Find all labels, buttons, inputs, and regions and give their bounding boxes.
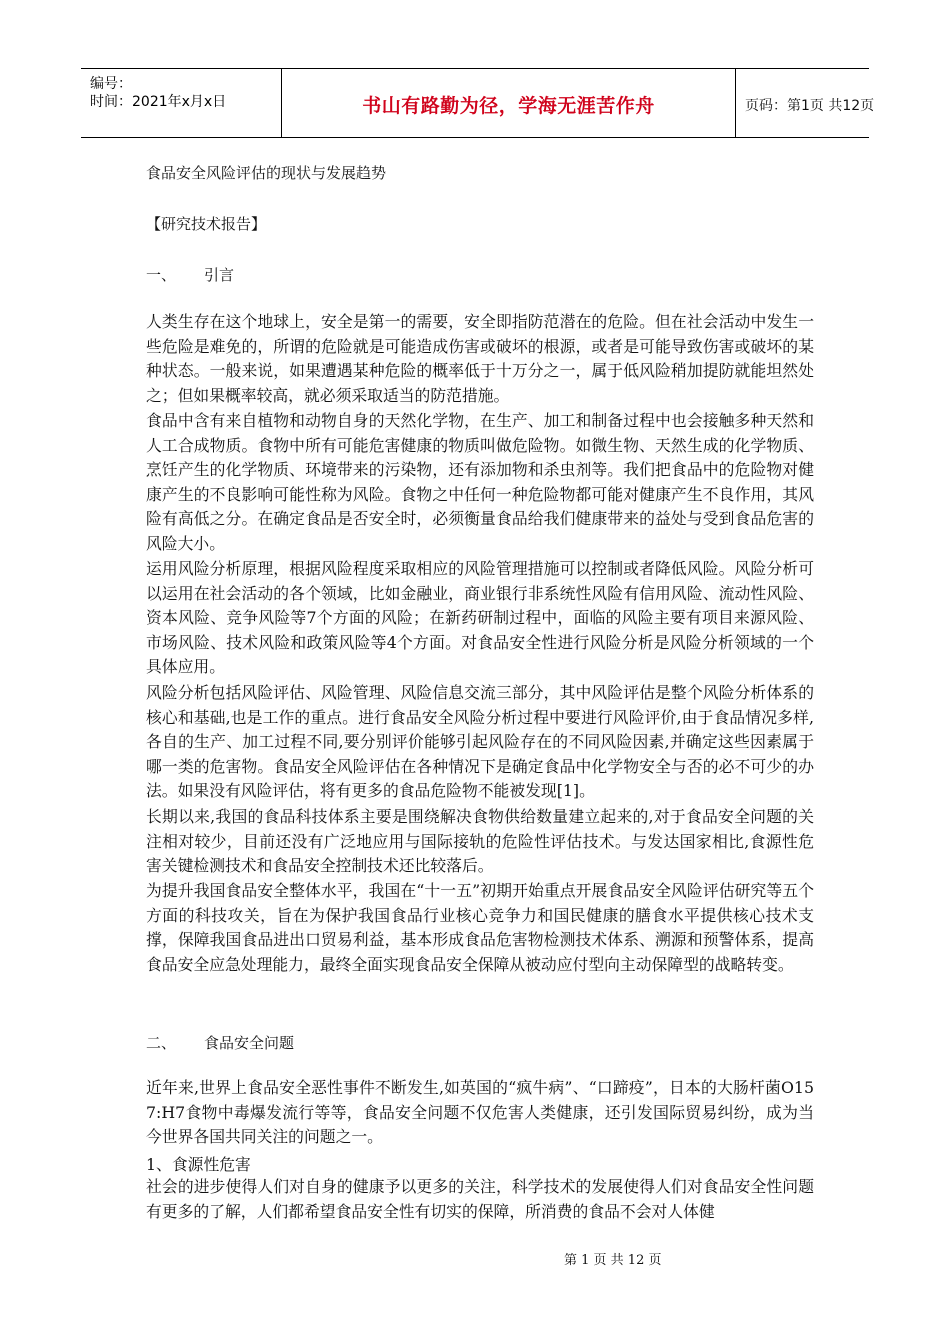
header-time-label: 时间：2021年x月x日	[90, 94, 227, 110]
header-page-cell	[735, 69, 875, 137]
paragraph-intro-5: 长期以来,我国的食品科技体系主要是围绕解决食物供给数量建立起来的,对于食品安全问题的关注相对较少，目前还没有广泛地应用与国际接轨的危险性评估技术。与发达国家相比,食源性危害关键检测技术和食品安全控制技术还比较落后。	[146, 807, 814, 876]
paragraph-intro-4: 风险分析包括风险评估、风险管理、风险信息交流三部分，其中风险评估是整个风险分析体系的核心和基础,也是工作的重点。进行食品安全风险分析过程中要进行风险评价,由于食品情况多样,各自的生产、加工过程不同,要分别评价能够引起风险存在的不同风险因素,并确定这些因素属于哪一类的危害物。食品安全风险评估在各种情况下是确定食品中化学物安全与否的必不可少的办法。如果没有风险评估，将有更多的食品危险物不能被发现[1]。	[146, 683, 814, 801]
section-2-title: 食品安全问题	[204, 1034, 295, 1052]
paragraph-foodborne-hazard: 社会的进步使得人们对自身的健康予以更多的关注，科学技术的发展使得人们对食品安全性问题有更多的了解，人们都希望食品安全性有切实的保障，所消费的食品不会对人体健	[146, 1177, 814, 1221]
paragraph-intro-6: 为提升我国食品安全整体水平，我国在“十一五”初期开始重点开展食品安全风险评估研究等五个方面的科技攻关，旨在为保护我国食品行业核心竞争力和国民健康的膳食水平提供核心技术支撑，保障我国食品进出口贸易利益，基本形成食品危害物检测技术体系、溯源和预警体系，提高食品安全应急处理能力，最终全面实现食品安全保障从被动应付型向主动保障型的战略转变。	[146, 881, 814, 974]
paragraph-intro-3: 运用风险分析原理，根据风险程度采取相应的风险管理措施可以控制或者降低风险。风险分析可以运用在社会活动的各个领域，比如金融业，商业银行非系统性风险有信用风险、流动性风险、资本风险、竞争风险等7个方面的风险；在新药研制过程中，面临的风险主要有项目来源风险、市场风险、技术风险和政策风险等4个方面。对食品安全性进行风险分析是风险分析领域的一个具体应用。	[146, 559, 814, 677]
header-page-label: 页码：第1页 共12页	[745, 98, 875, 114]
paragraph-intro-2: 食品中含有来自植物和动物自身的天然化学物，在生产、加工和制备过程中也会接触多种天然和人工合成物质。食物中所有可能危害健康的物质叫做危险物。如微生物、天然生成的化学物质、烹饪产生的化学物质、环境带来的污染物，还有添加物和杀虫剂等。我们把食品中的危险物对健康产生的不良影响可能性称为风险。食物之中任何一种危险物都可能对健康产生不良作用，其风险有高低之分。在确定食品是否安全时，必须衡量食品给我们健康带来的益处与受到食品危害的风险大小。	[146, 411, 814, 553]
header-motto-cell	[281, 69, 736, 137]
header-info-cell	[81, 69, 281, 137]
paragraph-food-safety: 近年来,世界上食品安全恶性事件不断发生,如英国的“疯牛病”、“口蹄疫”，日本的大肠杆菌O157:H7食物中毒爆发流行等等，食品安全问题不仅危害人类健康，还引发国际贸易纠纷，成为当今世界各国共同关注的问题之一。	[146, 1078, 814, 1147]
header-number-label: 编号：	[90, 76, 132, 92]
section-1-title: 引言	[204, 266, 235, 284]
paragraph-intro-1: 人类生存在这个地球上，安全是第一的需要，安全即指防范潜在的危险。但在社会活动中发生一些危险是难免的，所谓的危险就是可能造成伤害或破坏的根源，或者是可能导致伤害或破坏的某种状态。一般来说，如果遭遇某种危险的概率低于十万分之一，属于低风险稍加提防就能坦然处之；但如果概率较高，就必须采取适当的防范措施。	[146, 312, 814, 405]
header-motto: 书山有路勤为径，学海无涯苦作舟	[362, 95, 655, 117]
document-title: 食品安全风险评估的现状与发展趋势	[146, 164, 387, 182]
section-2-number: 二、	[146, 1034, 177, 1052]
page-header	[81, 68, 875, 138]
subsection-1-title: 1、食源性危害	[146, 1155, 251, 1174]
section-1-number: 一、	[146, 266, 177, 284]
document-category: 【研究技术报告】	[146, 215, 267, 233]
page-footer: 第 1 页 共 12 页	[564, 1253, 662, 1268]
